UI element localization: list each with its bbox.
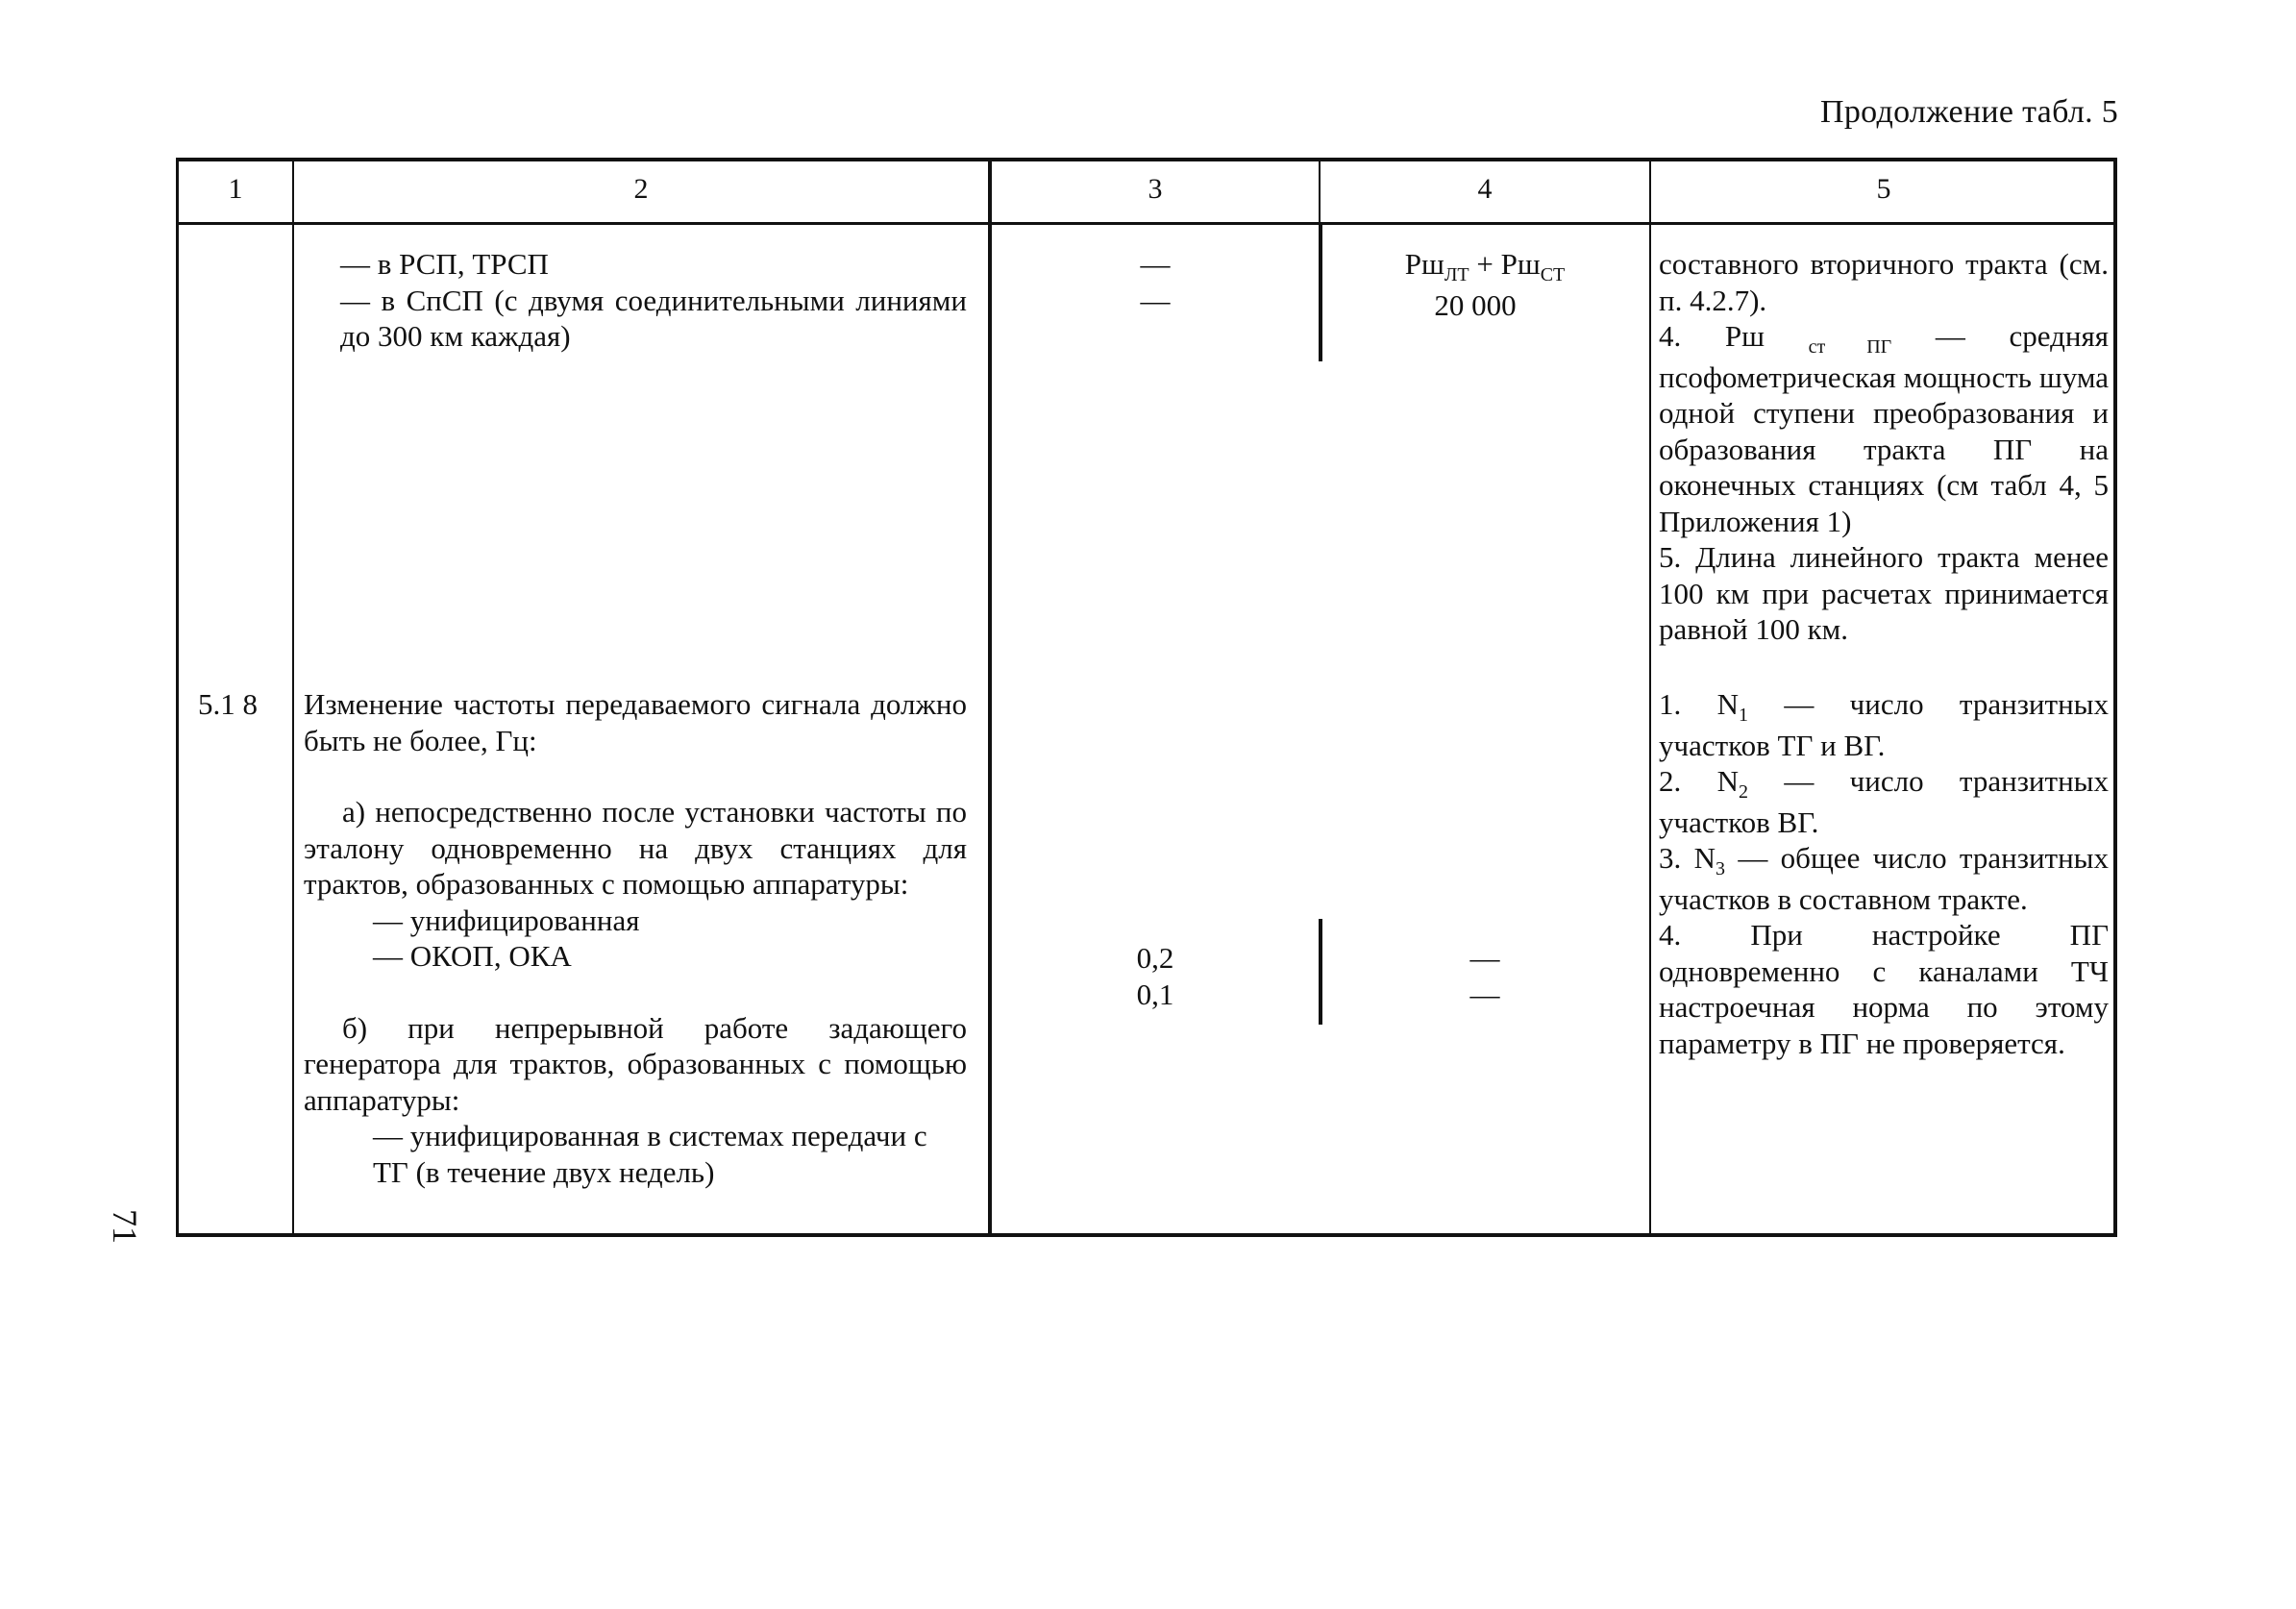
formula-sub-lt: ЛТ [1444,264,1469,285]
column-divider-4 [1649,161,1651,1233]
row1-col3-dash-2: — [1140,283,1171,317]
row2-col2 [304,686,967,1190]
row2-col4-dash-2: — [1469,977,1500,1011]
row1-col2 [304,246,967,355]
row1-item-spsp [304,283,967,355]
n2-sub: 2 [1738,781,1748,803]
row2-item-a-okop: — ОКОП, ОКА [373,939,572,973]
n3-rest: — общее число транзитных участков в составном тракте. [1659,841,2109,916]
formula-sub-st: СТ [1540,264,1566,285]
header-col-1: 1 [228,173,243,205]
formula-p-1: Рш [1404,247,1444,281]
row2-intro: Изменение частоты передаваемого сигнала должно быть не более, Гц: [304,687,967,757]
n1-prefix: 1. N [1659,687,1739,721]
row2-item-a-unified: — унифицированная [373,903,640,937]
note4-rest: — средняя псофометрическая мощность шума одной ступени преобразования и образования тракта ПГ на оконечных станциях (см табл 4, 5 Приложения 1) [1659,319,2109,538]
row2-col3-value-2: 0,1 [1136,977,1174,1011]
row1-col5 [1659,246,2109,648]
header-col-4: 4 [1477,173,1493,205]
row1-col5-note-5: 5. Длина линейного тракта менее 100 км при расчетах принимается равной 100 км. [1659,540,2109,646]
row1-item-rsp: — в РСП, ТРСП [340,247,549,281]
row1-col4-formula [1321,246,1649,287]
row2-col3-value-1: 0,2 [1136,941,1174,975]
header-col-5: 5 [1876,173,1891,205]
formula-plus: + Рш [1469,247,1541,281]
n2-rest: — число транзитных участков ВГ. [1659,764,2109,839]
header-divider [179,222,2113,225]
row2-item-b: б) при непрерывной работе задающего генератора для трактов, образованных с помощью аппаратуры: [304,1010,967,1117]
row1-col4 [1321,246,1649,323]
row2-gap-2 [304,975,967,1010]
table-caption: Продолжение табл. 5 [1820,94,2118,130]
row2-col5-note-1 [1659,686,2109,763]
row2-col3 [992,940,1319,1012]
n1-rest: — число транзитных участков ТГ и ВГ. [1659,687,2109,762]
row2-item-b-unified [304,1118,967,1190]
row2-gap-1 [304,758,967,794]
row1-col3-dash-1: — [1140,247,1171,281]
row2-item-b-unified-text: — унифицированная в системах передачи с ТГ (в течение двух недель) [373,1119,927,1189]
n3-prefix: 3. N [1659,841,1716,875]
page-number: 71 [106,1209,144,1244]
row2-col5 [1659,686,2109,1061]
row1-col4-value: 20 000 [1434,287,1517,322]
row2-col5-note-3 [1659,840,2109,917]
header-col-2: 2 [633,173,649,205]
n1-sub: 1 [1738,705,1748,726]
n2-prefix: 2. N [1659,764,1739,798]
note4-prefix: 4. Рш [1659,319,1765,353]
header-col-3: 3 [1148,173,1163,205]
row1-col3 [992,246,1319,318]
row2-col5-note-2 [1659,763,2109,840]
row1-col5-note-4 [1659,318,2109,539]
row1-col5-continuation: составного вторичного тракта (см. п. 4.2.7). [1659,247,2109,317]
row2-col1: 5.1 8 [198,687,258,721]
table-5-continued [176,158,2117,1237]
n3-sub: 3 [1715,858,1725,879]
row1-item-spsp-text: — в СпСП (с двумя соединительными линиями до 300 км каждая) [340,283,967,353]
row2-col4-dash-1: — [1469,941,1500,975]
row2-item-a: а) непосредственно после установки частоты по эталону одновременно на двух станциях для трактов, образованных с помощью аппаратуры: [304,795,967,901]
column-divider-2 [988,161,992,1233]
row2-col5-note-4: 4. При настройке ПГ одновременно с каналами ТЧ настроечная норма по этому параметру в ПГ не проверяется. [1659,918,2109,1060]
row2-col4 [1321,940,1649,1012]
column-divider-1 [292,161,294,1233]
note4-sub: ст ПГ [1808,336,1892,358]
